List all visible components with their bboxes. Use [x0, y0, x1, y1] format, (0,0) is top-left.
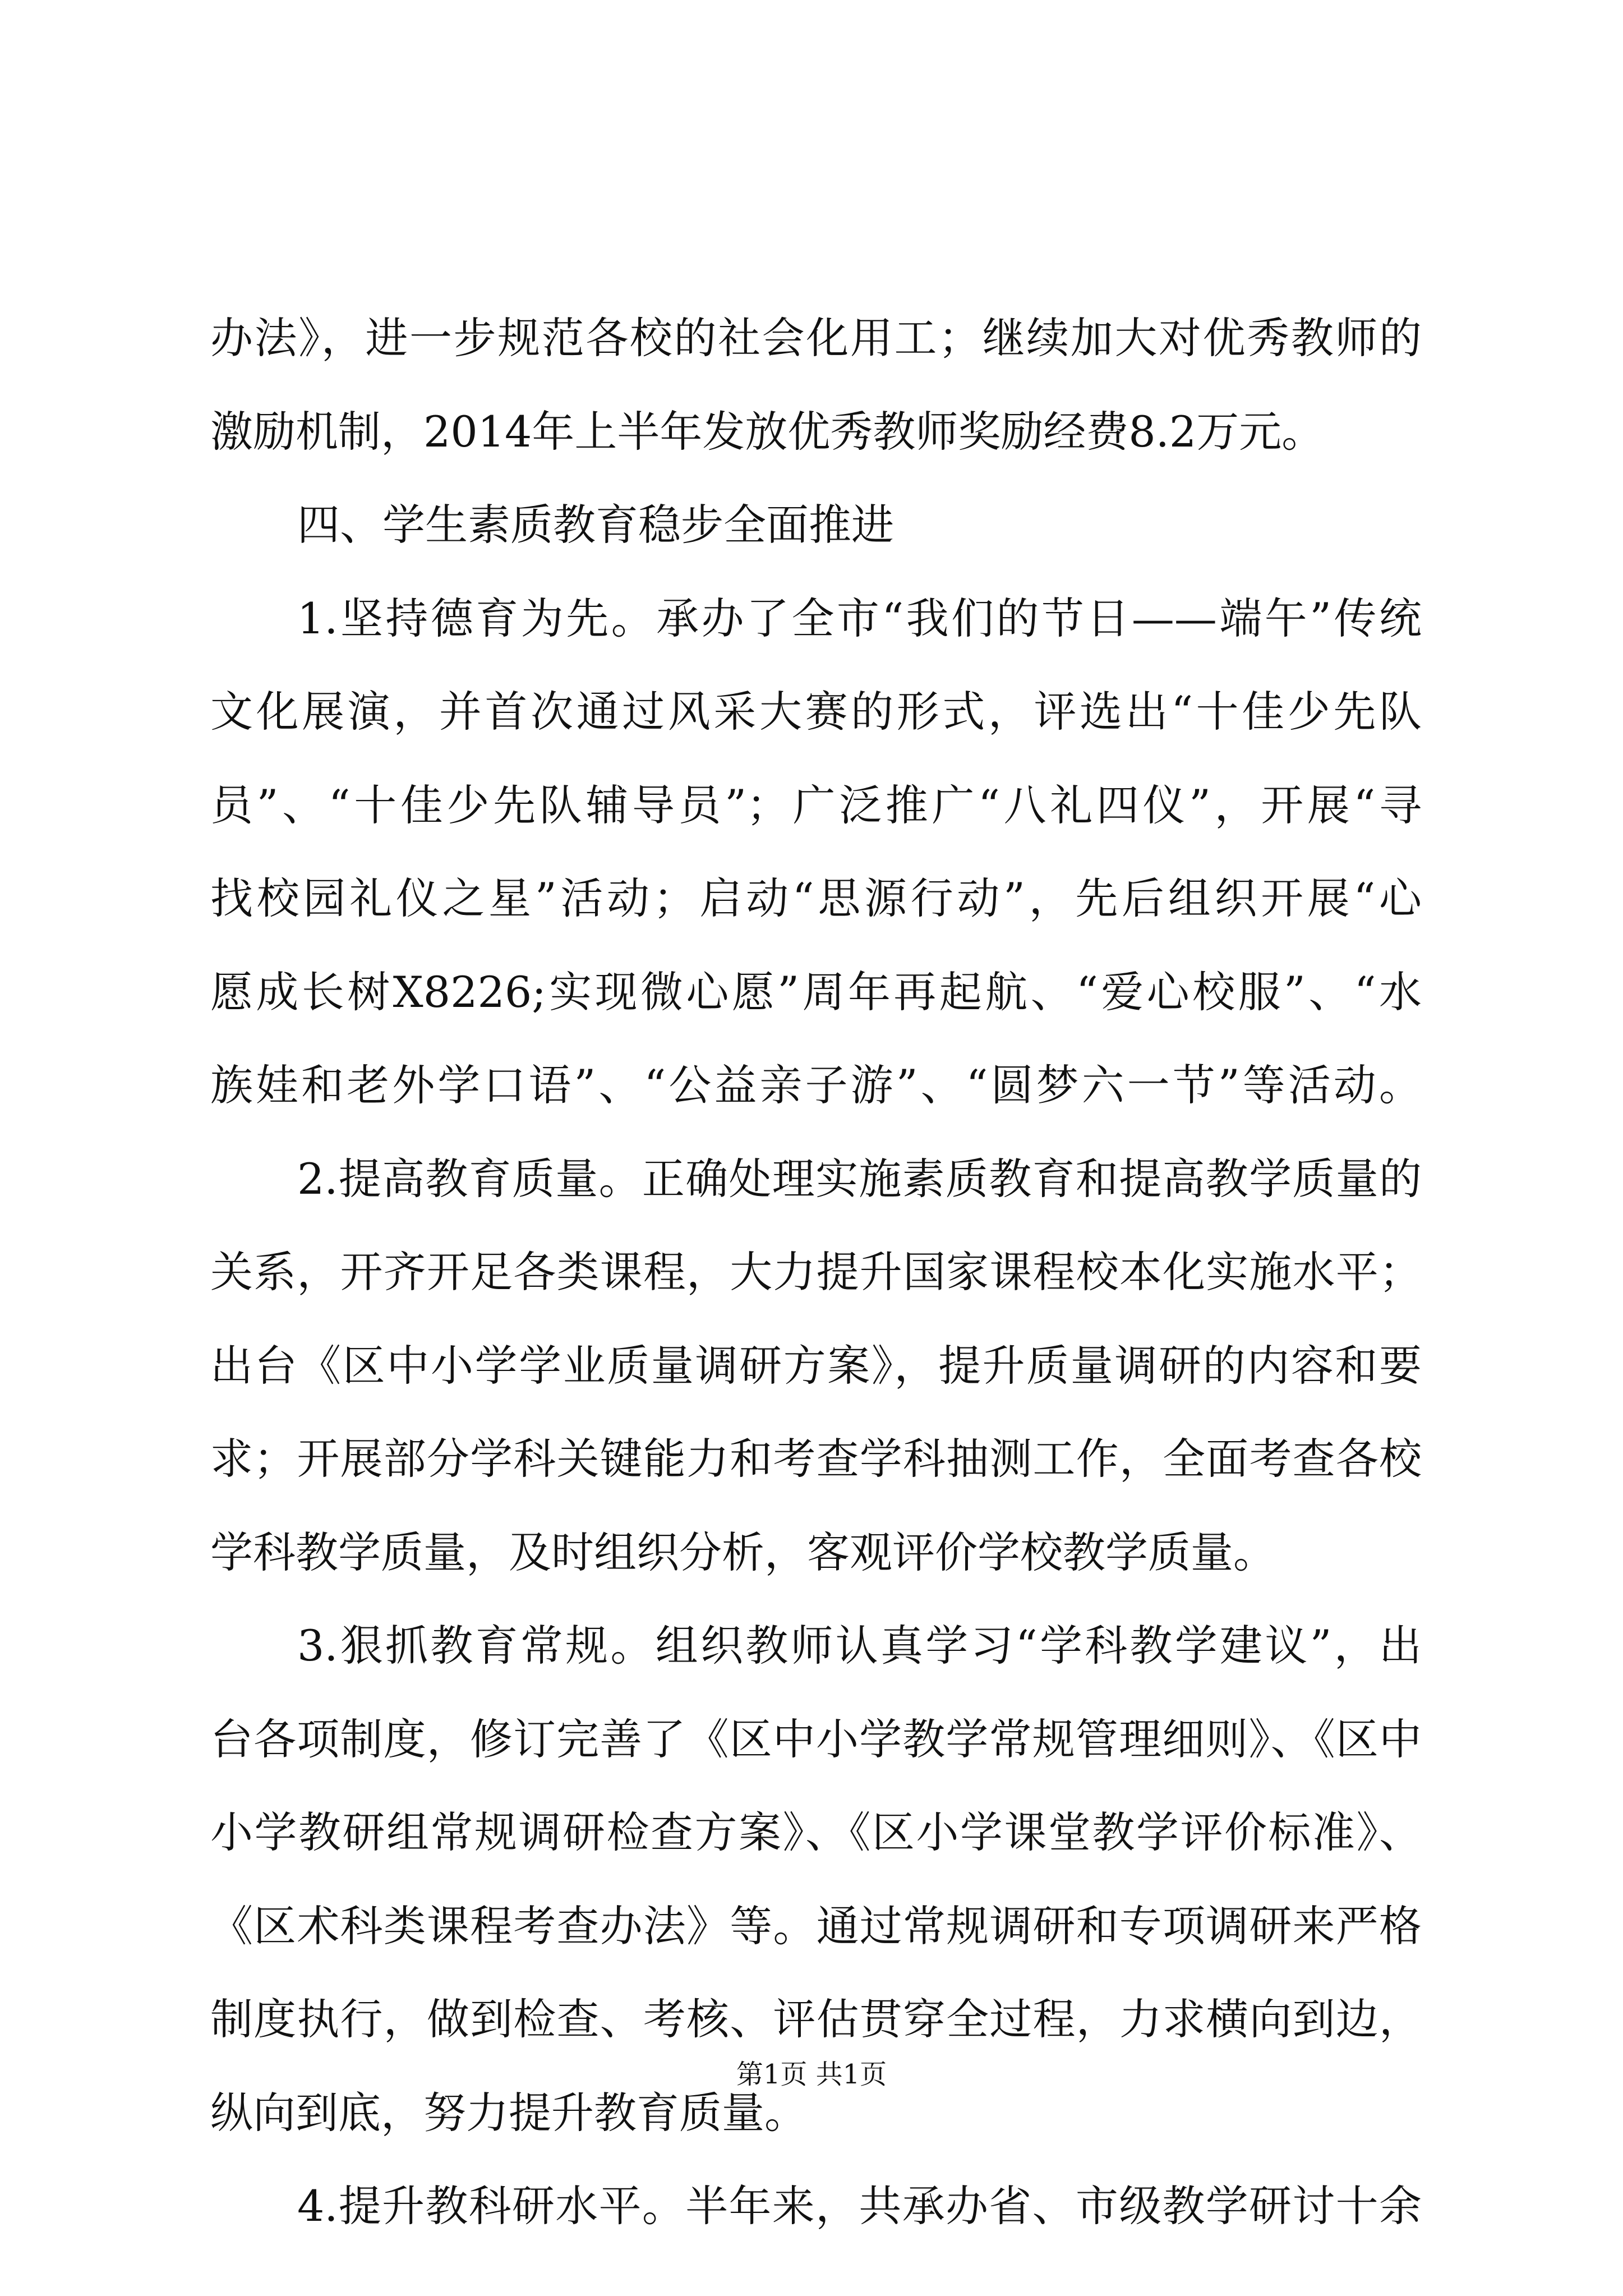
text-line: 激励机制，2014年上半年发放优秀教师奖励经费8.2万元。 — [210, 406, 1325, 457]
text-line: 愿成长树X8226;实现微心愿”周年再起航、“爱心校服”、“水 — [210, 967, 1422, 1017]
text-line: 制度执行，做到检查、考核、评估贯穿全过程，力求横向到边， — [210, 1994, 1422, 2044]
paragraph-start-line: 4.提升教科研水平。半年来，共承办省、市级教学研讨十余 — [297, 2181, 1422, 2231]
paragraph-start-line: 2.提高教育质量。正确处理实施素质教育和提高教学质量的 — [297, 1153, 1422, 1204]
text-line: 纵向到底，努力提升教育质量。 — [210, 2087, 807, 2138]
text-line: 找校园礼仪之星”活动；启动“思源行动”，先后组织开展“心 — [210, 873, 1422, 923]
text-line: 族娃和老外学口语”、“公益亲子游”、“圆梦六一节”等活动。 — [210, 1060, 1422, 1110]
page-number: 第1页 共1页 — [736, 2059, 887, 2090]
body-text — [210, 292, 1422, 2253]
text-line: 《区术科类课程考查办法》等。通过常规调研和专项调研来严格 — [210, 1901, 1422, 1951]
page-footer — [0, 2058, 1623, 2091]
paragraph-start-line: 1.坚持德育为先。承办了全市“我们的节日——端午”传统 — [297, 593, 1422, 643]
text-line: 关系，开齐开足各类课程，大力提升国家课程校本化实施水平； — [210, 1247, 1422, 1297]
text-line: 学科教学质量，及时组织分析，客观评价学校教学质量。 — [210, 1527, 1276, 1577]
text-line: 员”、“十佳少先队辅导员”；广泛推广“八礼四仪”，开展“寻 — [210, 780, 1422, 830]
text-line: 出台《区中小学学业质量调研方案》，提升质量调研的内容和要 — [210, 1340, 1422, 1391]
text-line: 求；开展部分学科关键能力和考查学科抽测工作，全面考查各校 — [210, 1434, 1422, 1484]
text-line: 台各项制度，修订完善了《区中小学教学常规管理细则》、《区中 — [210, 1714, 1422, 1764]
text-line: 办法》，进一步规范各校的社会化用工；继续加大对优秀教师的 — [210, 313, 1422, 363]
text-line: 文化展演，并首次通过风采大赛的形式，评选出“十佳少先队 — [210, 687, 1422, 737]
section-heading: 四、学生素质教育稳步全面推进 — [297, 500, 894, 550]
paragraph-start-line: 3.狠抓教育常规。组织教师认真学习“学科教学建议”，出 — [297, 1621, 1422, 1671]
text-line: 小学教研组常规调研检查方案》、《区小学课堂教学评价标准》、 — [210, 1807, 1422, 1857]
